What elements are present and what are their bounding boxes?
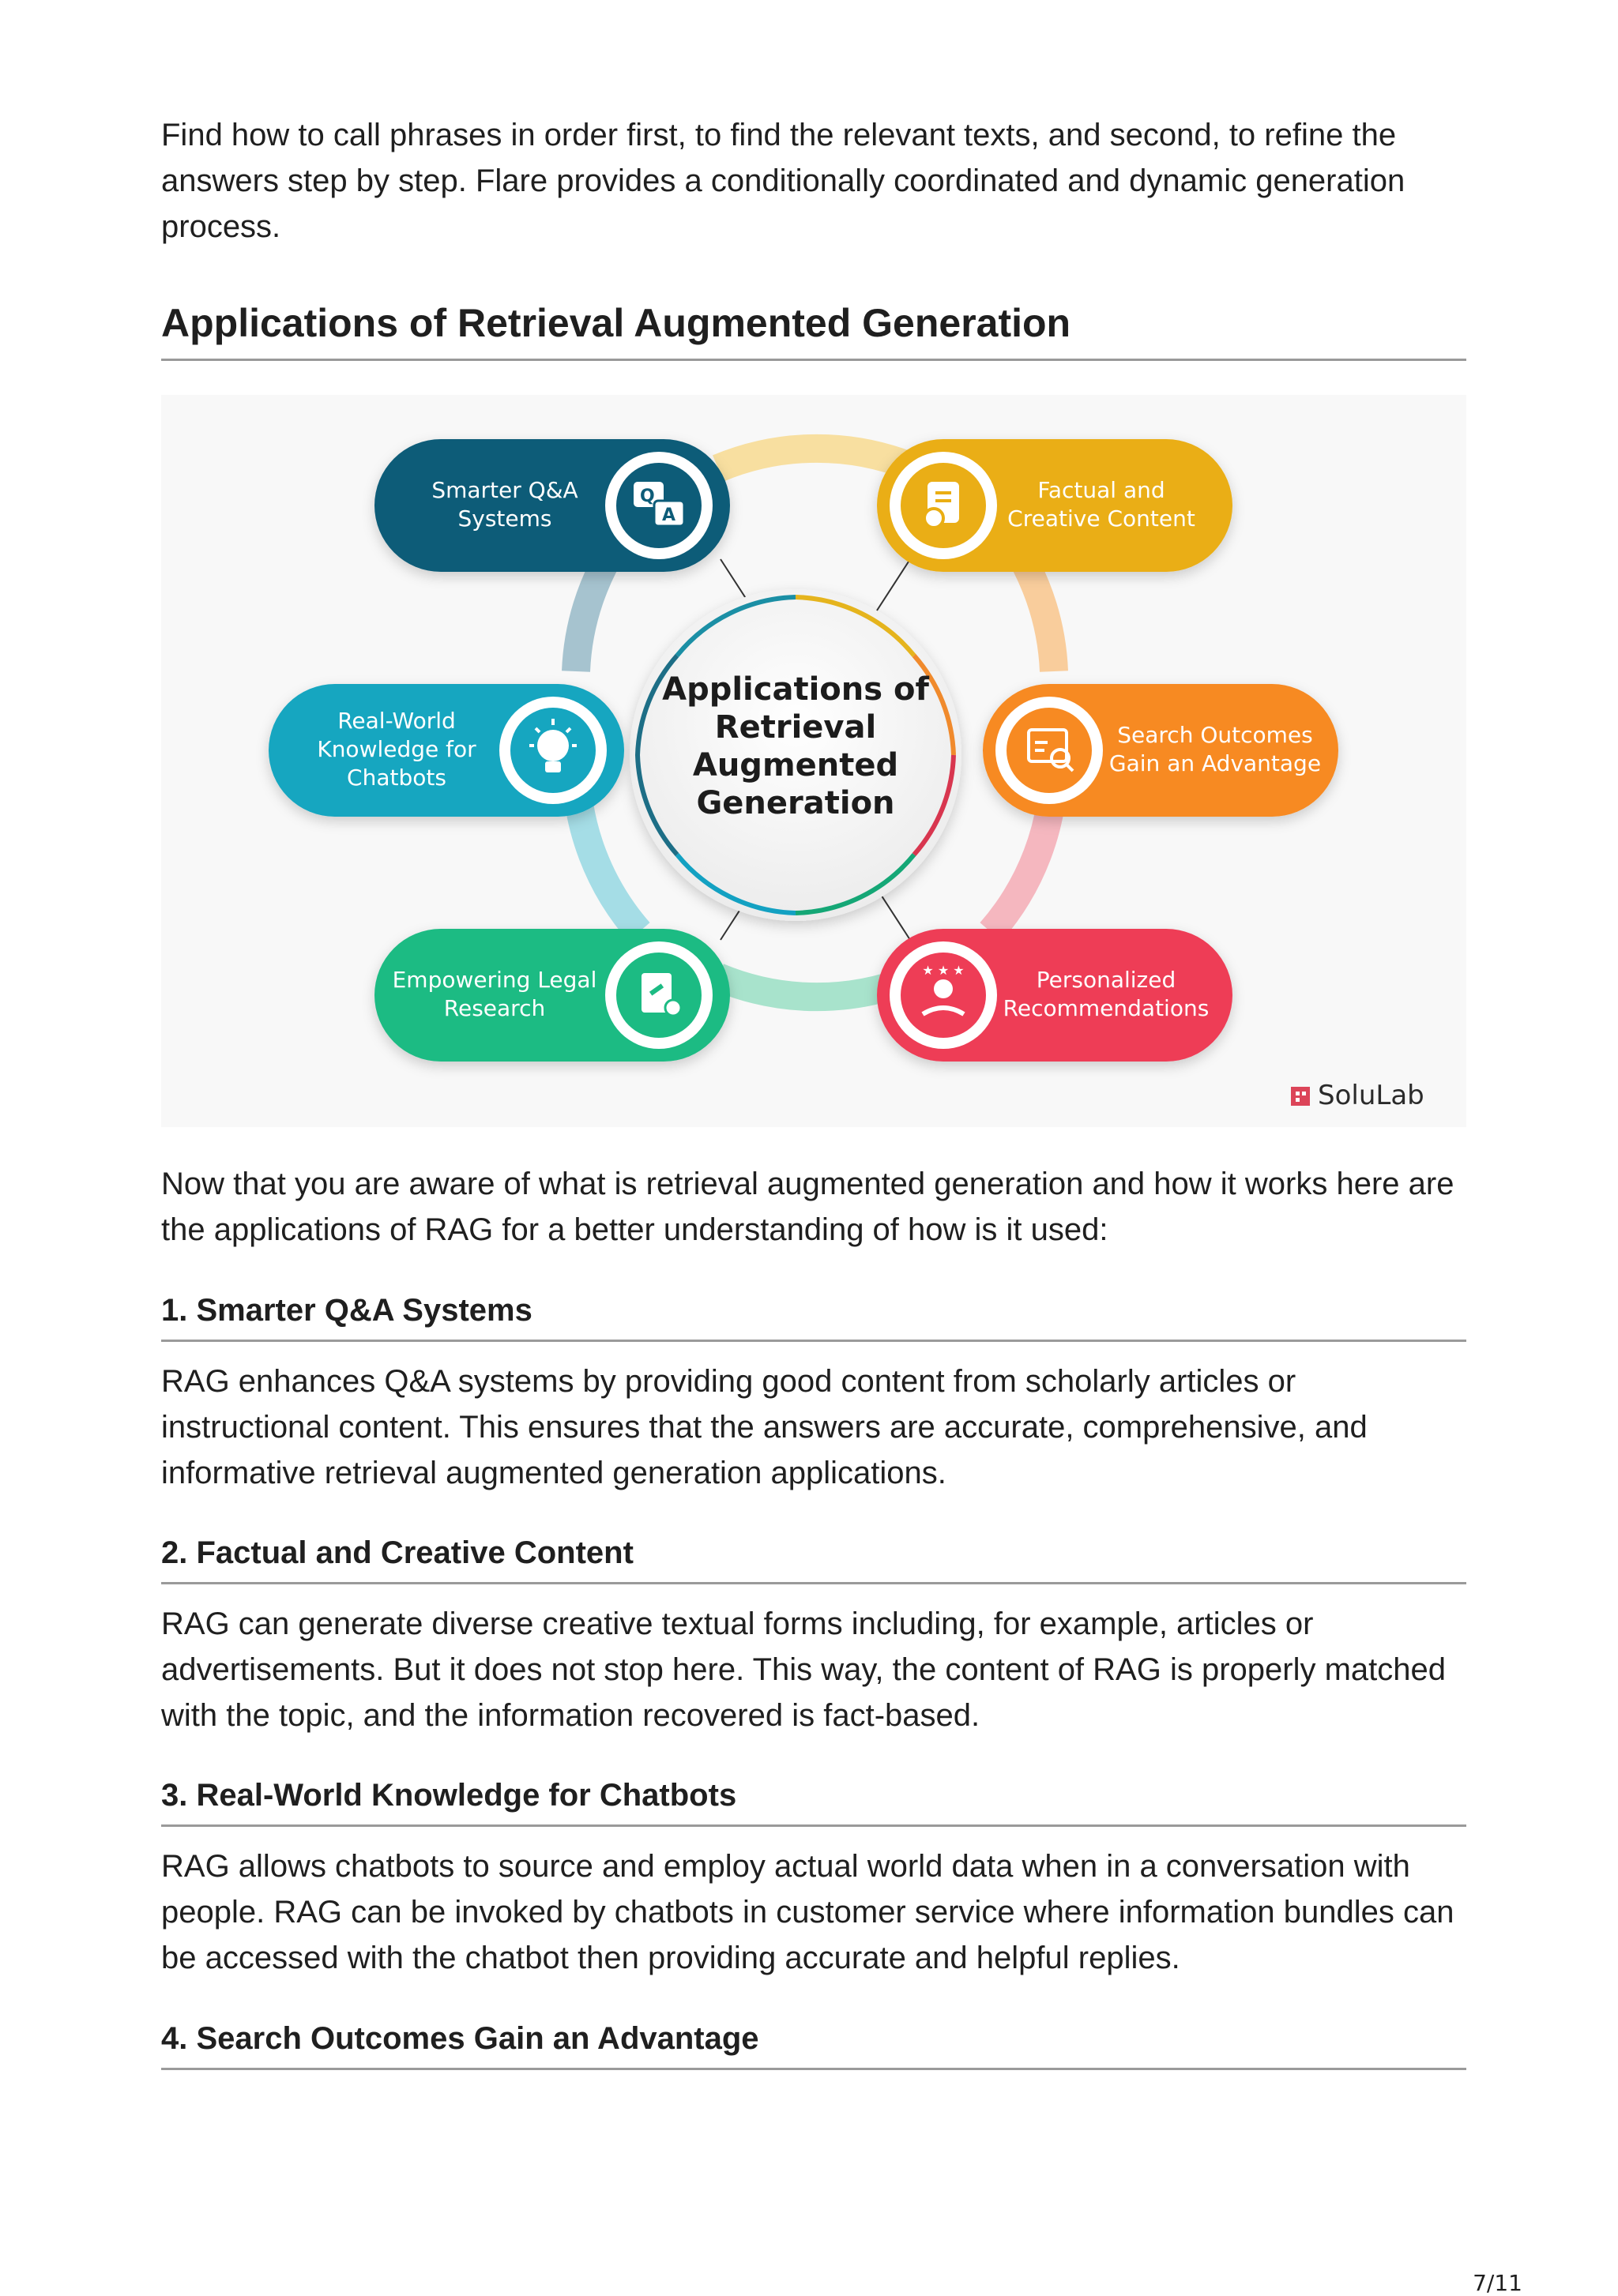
section-text-3: RAG allows chatbots to source and employ actual world data when in a conversation with people. RAG can be invoked by chatbots in customer service where information bundles can be accessed with the chatbot then providing accurate and helpful replies. — [161, 1849, 1454, 1975]
app-item-label: Chatbots — [347, 765, 446, 791]
center-hub — [630, 589, 961, 921]
center-title-line-3: Augmented — [692, 747, 899, 783]
app-item-label: Systems — [457, 505, 552, 532]
section-text-2: RAG can generate diverse creative textual forms including, for example, articles or advertisements. But it does not stop here. This way, the content of RAG is properly matched with the topic, and the information recovered is fact-based. — [161, 1606, 1446, 1733]
app-item-label: Real-World — [337, 708, 456, 734]
section-text-1: RAG enhances Q&A systems by providing good content from scholarly articles or instructional content. This ensures that the answers are accurate, comprehensive, and informative retrieval augmented generation applications. — [161, 1364, 1368, 1490]
app-item-label: Knowledge for — [317, 736, 476, 762]
document-bulb-icon — [924, 483, 958, 528]
center-title-line-4: Generation — [696, 785, 895, 821]
section-heading-3: 3. Real-World Knowledge for Chatbots — [161, 1776, 1466, 1827]
center-title-line-2: Retrieval — [714, 709, 877, 746]
page-number: 7/11 — [1473, 2270, 1522, 2296]
svg-text:★ ★ ★: ★ ★ ★ — [922, 963, 965, 978]
app-item-label: Gain an Advantage — [1108, 750, 1322, 776]
app-item-label: Research — [443, 995, 546, 1021]
section-heading-4: 4. Search Outcomes Gain an Advantage — [161, 2019, 1466, 2070]
svg-text:Q: Q — [640, 487, 655, 506]
app-item-label: Empowering Legal — [392, 967, 597, 993]
section-heading-2: 2. Factual and Creative Content — [161, 1533, 1466, 1584]
section-title: Applications of Retrieval Augmented Generation — [161, 299, 1466, 361]
solulab-logo — [1291, 1080, 1424, 1111]
app-item-label: Smarter Q&A — [431, 477, 578, 503]
app-item-legal-research — [374, 929, 730, 1062]
app-item-label: Creative Content — [1007, 505, 1195, 532]
center-title-line-1: Applications of — [662, 671, 929, 708]
section-heading-1: 1. Smarter Q&A Systems — [161, 1291, 1466, 1342]
body-intro-paragraph: Now that you are aware of what is retrieval augmented generation and how it works here are the applications of RAG for a better understanding of how is it used: — [161, 1167, 1454, 1247]
intro-paragraph: Find how to call phrases in order first, to find the relevant texts, and second, to refine the answers step by step. Flare provides a conditionally coordinated and dynamic generation process. — [161, 118, 1405, 244]
app-item-label: Personalized — [1036, 967, 1176, 993]
app-item-label: Factual and — [1037, 477, 1165, 503]
logo-text: SoluLab — [1318, 1080, 1424, 1111]
rag-applications-diagram — [161, 395, 1466, 1127]
app-item-label: Recommendations — [1003, 995, 1210, 1021]
rag-applications-figure — [161, 395, 1466, 1127]
svg-text:A: A — [662, 505, 676, 525]
app-item-label: Search Outcomes — [1117, 722, 1313, 748]
